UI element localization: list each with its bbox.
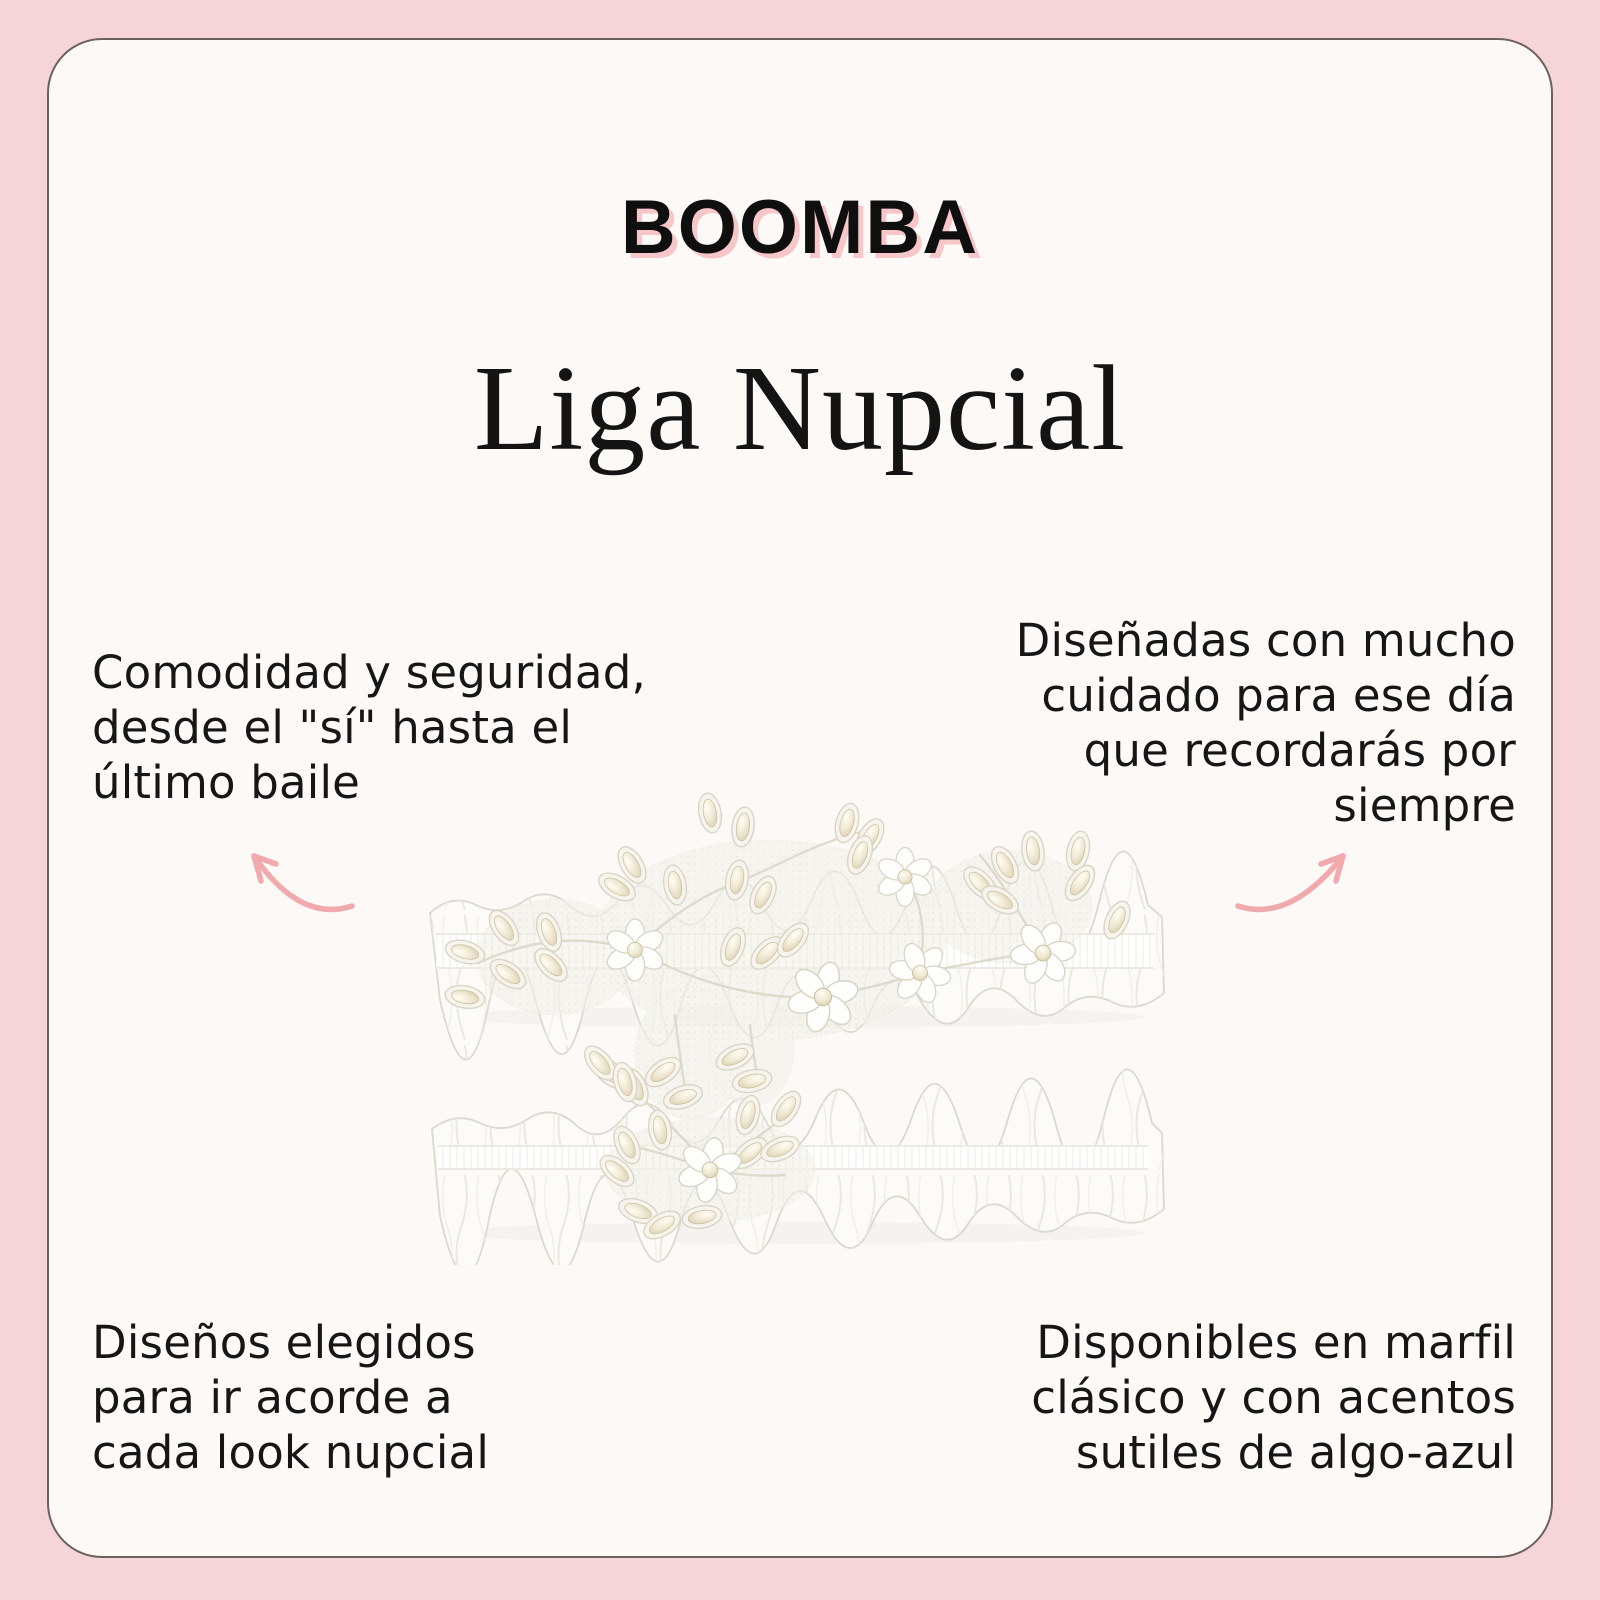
callout-line: último baile (92, 756, 361, 809)
brand-logo: BOOMBA (620, 185, 980, 270)
callout-line: Disponibles en marfil (1036, 1316, 1516, 1369)
callout-line: cada look nupcial (92, 1426, 490, 1479)
callout-line: Diseñadas con mucho (1015, 614, 1516, 667)
curved-arrow-right-icon (1230, 835, 1370, 925)
page-title: Liga Nupcial (473, 341, 1127, 476)
callout-bottom-right (1031, 1315, 1516, 1480)
callout-line: que recordarás por (1083, 724, 1516, 777)
product-image-bridal-garter-set (420, 785, 1180, 1265)
callout-bottom-left (92, 1315, 489, 1480)
callout-line: clásico y con acentos (1031, 1371, 1516, 1424)
callout-line: cuidado para ese día (1041, 669, 1516, 722)
callout-line: Comodidad y seguridad, (92, 646, 646, 699)
callout-line: siempre (1333, 779, 1516, 832)
curved-arrow-left-icon (230, 835, 370, 925)
callout-line: Diseños elegidos (92, 1316, 476, 1369)
callout-line: sutiles de algo-azul (1075, 1426, 1516, 1479)
callout-line: para ir acorde a (92, 1371, 453, 1424)
callout-line: desde el "sí" hasta el (92, 701, 573, 754)
